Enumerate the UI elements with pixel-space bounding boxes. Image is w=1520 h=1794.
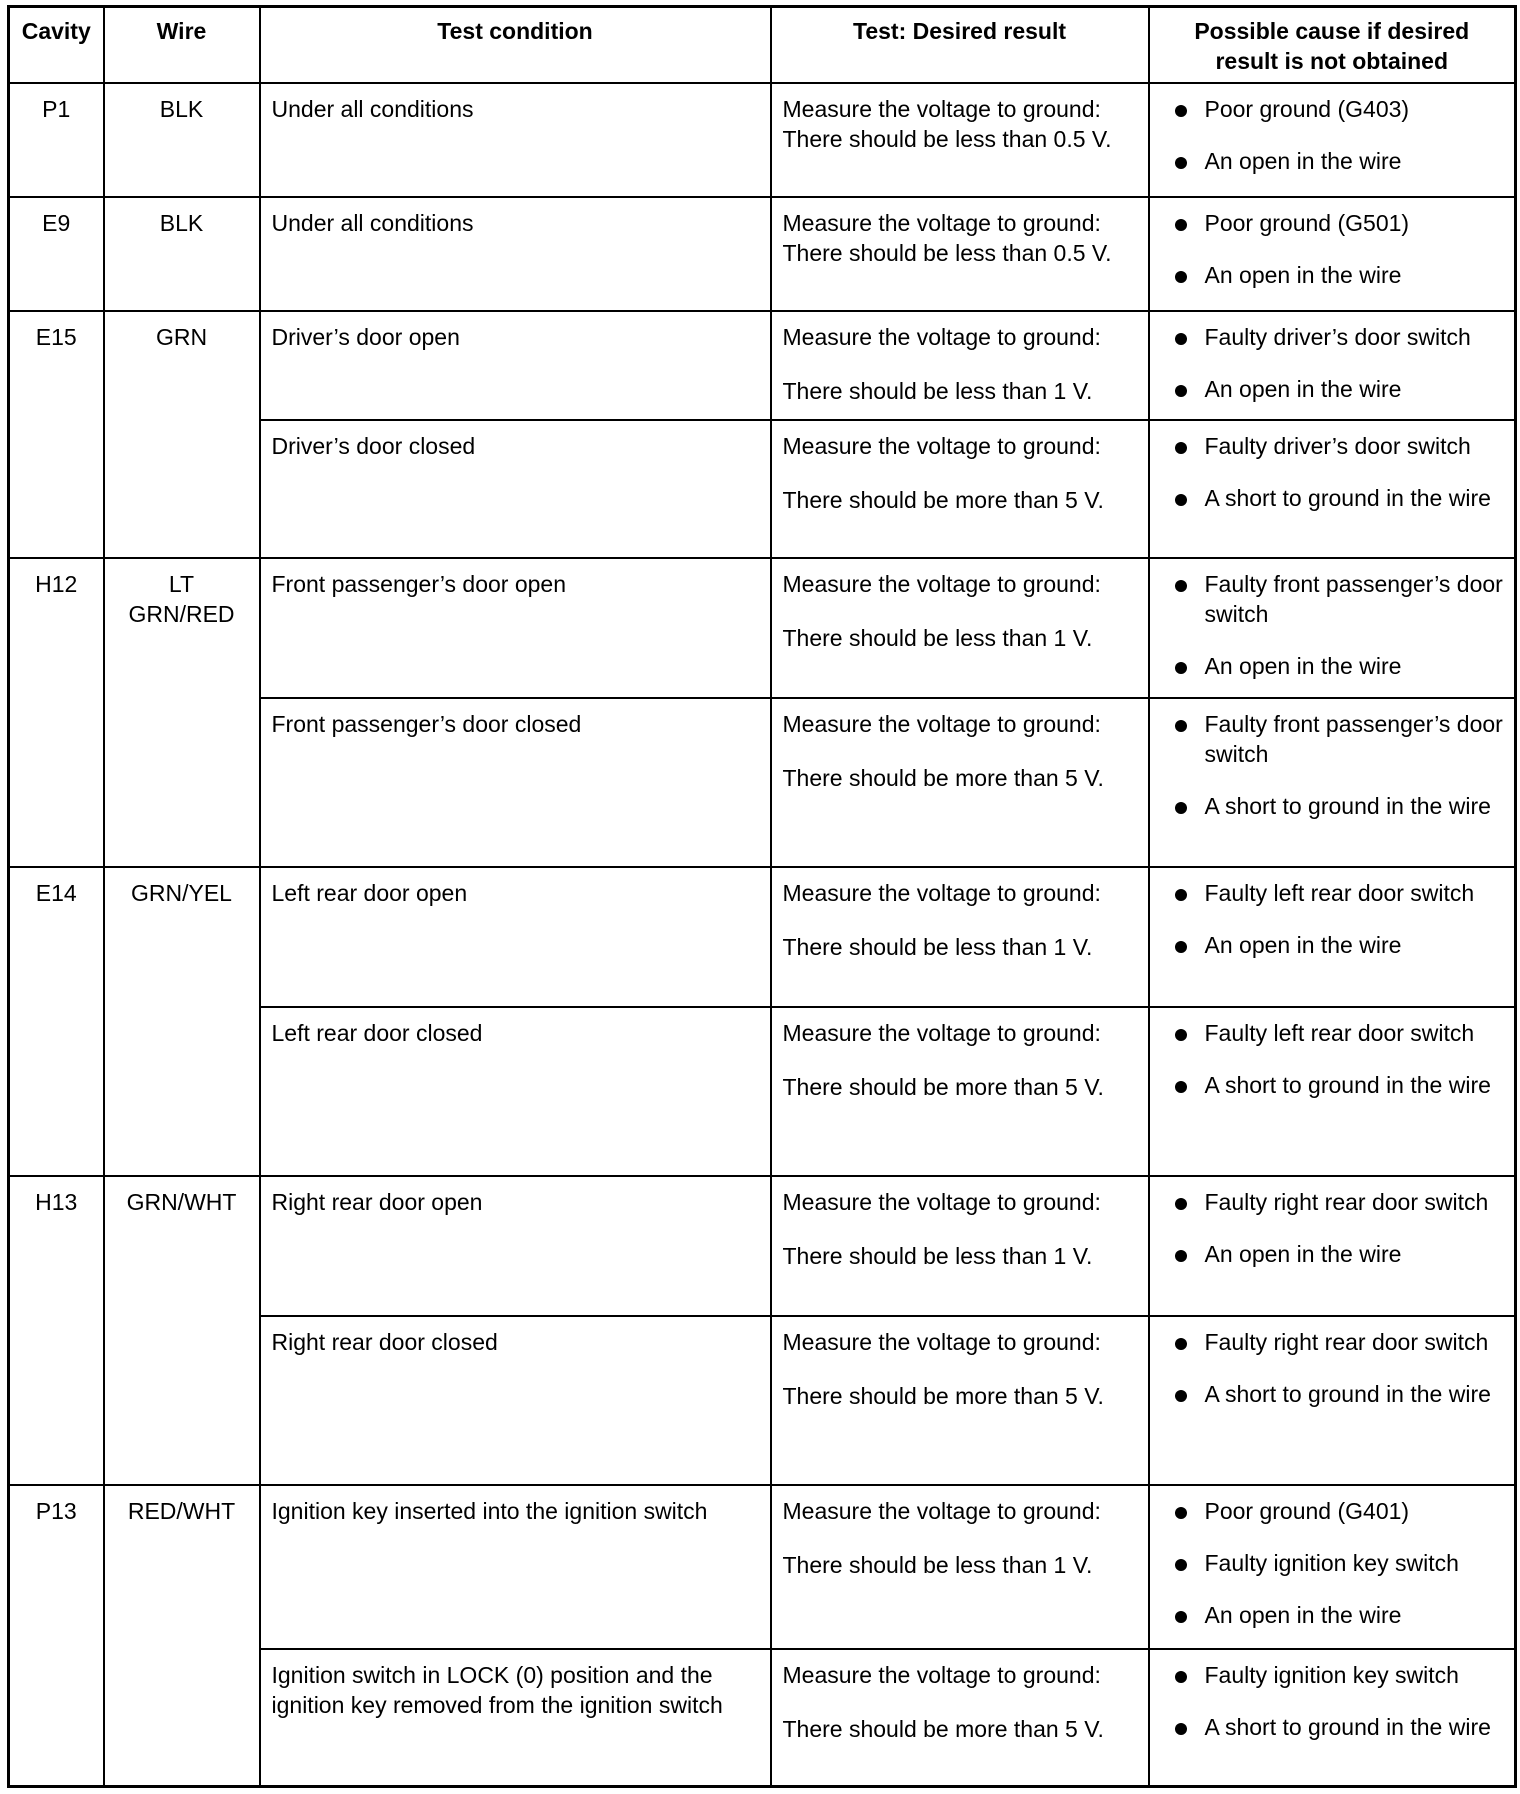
header-desired-result: Test: Desired result [771, 7, 1149, 84]
cause-item: Faulty driver’s door switch [1161, 322, 1504, 352]
bullet-icon [1175, 1338, 1187, 1350]
header-test-condition: Test condition [260, 7, 771, 84]
cause-item: An open in the wire [1161, 1600, 1504, 1630]
bullet-icon [1175, 1390, 1187, 1402]
result-cell: Measure the voltage to ground: There should be less than 1 V. [771, 558, 1149, 698]
cause-item: Faulty left rear door switch [1161, 878, 1504, 908]
condition-cell: Ignition switch in LOCK (0) position and the ignition key removed from the ignition switch [260, 1649, 771, 1786]
cause-cell [1149, 311, 1516, 420]
bullet-icon [1175, 720, 1187, 732]
condition-cell: Under all conditions [260, 197, 771, 311]
cause-item: A short to ground in the wire [1161, 1379, 1504, 1409]
cause-item: Poor ground (G501) [1161, 208, 1504, 238]
cause-item: Faulty left rear door switch [1161, 1018, 1504, 1048]
cause-item: A short to ground in the wire [1161, 483, 1504, 513]
cause-cell [1149, 83, 1516, 197]
header-cavity: Cavity [9, 7, 104, 84]
table-row [9, 1176, 1516, 1316]
bullet-icon [1175, 271, 1187, 283]
bullet-icon [1175, 941, 1187, 953]
cause-cell [1149, 420, 1516, 558]
cause-item: An open in the wire [1161, 146, 1504, 176]
header-wire: Wire [104, 7, 260, 84]
cause-cell [1149, 1485, 1516, 1649]
result-cell: Measure the voltage to ground: There should be more than 5 V. [771, 698, 1149, 867]
bullet-icon [1175, 1198, 1187, 1210]
condition-cell: Under all conditions [260, 83, 771, 197]
cause-item: An open in the wire [1161, 260, 1504, 290]
wire-cell: LT GRN/RED [104, 558, 260, 867]
bullet-icon [1175, 889, 1187, 901]
result-cell [771, 197, 1149, 311]
table-row [9, 1485, 1516, 1649]
bullet-icon [1175, 1250, 1187, 1262]
cavity-cell: H12 [9, 558, 104, 867]
condition-cell: Driver’s door open [260, 311, 771, 420]
table-row [9, 197, 1516, 311]
result-cell: Measure the voltage to ground: There should be less than 1 V. [771, 1485, 1149, 1649]
result-cell: Measure the voltage to ground: There should be more than 5 V. [771, 420, 1149, 558]
result-cell: Measure the voltage to ground: There should be less than 1 V. [771, 311, 1149, 420]
cause-item: A short to ground in the wire [1161, 1712, 1504, 1742]
condition-cell: Ignition key inserted into the ignition switch [260, 1485, 771, 1649]
header-possible-cause: Possible cause if desired result is not obtained [1149, 7, 1516, 84]
cause-item: Faulty ignition key switch [1161, 1660, 1504, 1690]
cause-cell [1149, 1649, 1516, 1786]
bullet-icon [1175, 105, 1187, 117]
cause-item: An open in the wire [1161, 930, 1504, 960]
cause-item: An open in the wire [1161, 1239, 1504, 1269]
table-row [9, 311, 1516, 420]
connector-test-table [7, 5, 1517, 1788]
result-text: Measure the voltage to ground: There should be less than 0.5 V. [782, 210, 1112, 266]
wire-cell: GRN/WHT [104, 1176, 260, 1485]
bullet-icon [1175, 219, 1187, 231]
bullet-icon [1175, 1559, 1187, 1571]
bullet-icon [1175, 1611, 1187, 1623]
bullet-icon [1175, 385, 1187, 397]
cavity-cell: P1 [9, 83, 104, 197]
condition-cell: Left rear door open [260, 867, 771, 1007]
cavity-cell: E14 [9, 867, 104, 1176]
cause-item: Faulty right rear door switch [1161, 1187, 1504, 1217]
wire-cell: GRN [104, 311, 260, 558]
cause-cell [1149, 867, 1516, 1007]
condition-cell: Right rear door closed [260, 1316, 771, 1485]
result-cell: Measure the voltage to ground: There should be more than 5 V. [771, 1316, 1149, 1485]
table-row [9, 83, 1516, 197]
cause-cell [1149, 197, 1516, 311]
table-row [9, 867, 1516, 1007]
result-text: Measure the voltage to ground: There should be less than 0.5 V. [782, 96, 1112, 152]
condition-cell: Driver’s door closed [260, 420, 771, 558]
bullet-icon [1175, 333, 1187, 345]
result-cell: Measure the voltage to ground: There should be less than 1 V. [771, 867, 1149, 1007]
table-row [9, 558, 1516, 698]
cause-item: Faulty front passenger’s door switch [1161, 569, 1504, 629]
bullet-icon [1175, 1507, 1187, 1519]
cause-item: Faulty front passenger’s door switch [1161, 709, 1504, 769]
bullet-icon [1175, 1029, 1187, 1041]
wire-cell: RED/WHT [104, 1485, 260, 1786]
condition-cell: Front passenger’s door open [260, 558, 771, 698]
cavity-cell: P13 [9, 1485, 104, 1786]
bullet-icon [1175, 802, 1187, 814]
cause-item: A short to ground in the wire [1161, 791, 1504, 821]
cavity-cell: E15 [9, 311, 104, 558]
cavity-cell: E9 [9, 197, 104, 311]
cavity-cell: H13 [9, 1176, 104, 1485]
wire-cell: GRN/YEL [104, 867, 260, 1176]
wire-cell: BLK [104, 197, 260, 311]
bullet-icon [1175, 157, 1187, 169]
bullet-icon [1175, 662, 1187, 674]
cause-item: Faulty ignition key switch [1161, 1548, 1504, 1578]
bullet-icon [1175, 1671, 1187, 1683]
bullet-icon [1175, 580, 1187, 592]
cause-item: An open in the wire [1161, 374, 1504, 404]
result-cell [771, 83, 1149, 197]
bullet-icon [1175, 1723, 1187, 1735]
bullet-icon [1175, 1081, 1187, 1093]
result-cell: Measure the voltage to ground: There should be less than 1 V. [771, 1176, 1149, 1316]
cause-cell [1149, 698, 1516, 867]
condition-cell: Right rear door open [260, 1176, 771, 1316]
cause-cell [1149, 1316, 1516, 1485]
condition-cell: Front passenger’s door closed [260, 698, 771, 867]
result-cell: Measure the voltage to ground: There should be more than 5 V. [771, 1649, 1149, 1786]
cause-cell [1149, 1007, 1516, 1176]
test-table-sheet [7, 5, 1514, 1790]
cause-cell [1149, 558, 1516, 698]
cause-item: Poor ground (G401) [1161, 1496, 1504, 1526]
bullet-icon [1175, 494, 1187, 506]
header-row [9, 7, 1516, 84]
cause-item: Faulty right rear door switch [1161, 1327, 1504, 1357]
condition-cell: Left rear door closed [260, 1007, 771, 1176]
cause-item: Poor ground (G403) [1161, 94, 1504, 124]
wire-cell: BLK [104, 83, 260, 197]
cause-item: An open in the wire [1161, 651, 1504, 681]
cause-item: Faulty driver’s door switch [1161, 431, 1504, 461]
bullet-icon [1175, 442, 1187, 454]
cause-cell [1149, 1176, 1516, 1316]
cause-item: A short to ground in the wire [1161, 1070, 1504, 1100]
result-cell: Measure the voltage to ground: There should be more than 5 V. [771, 1007, 1149, 1176]
